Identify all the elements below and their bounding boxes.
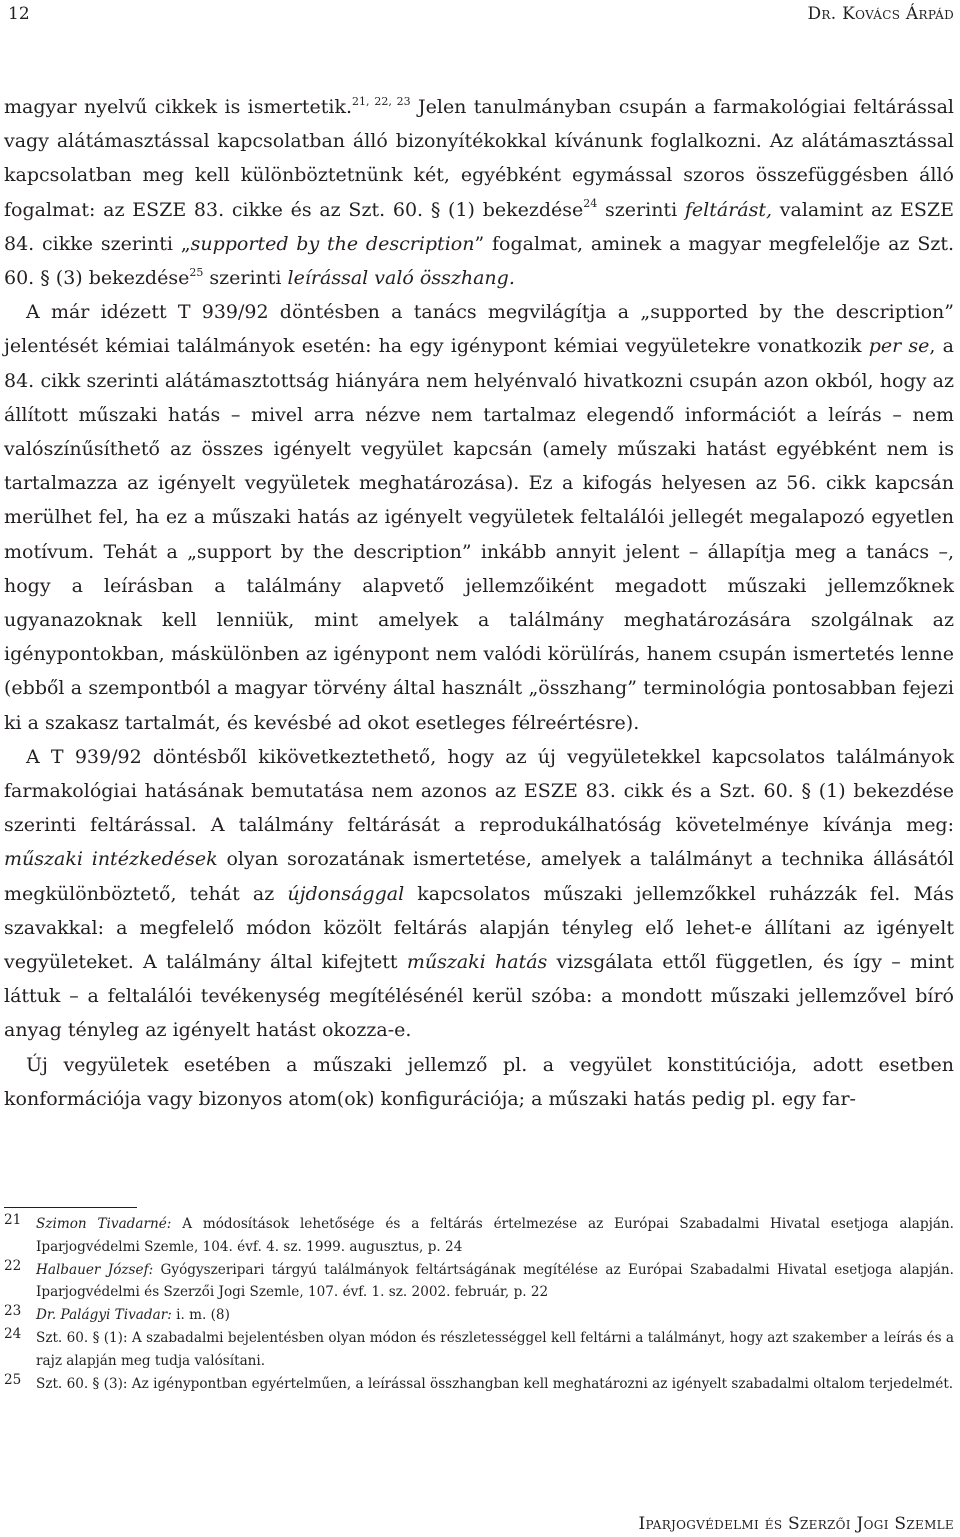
- italic-term: supported by the description: [190, 232, 475, 255]
- text-run: , a 84. cikk szerinti alátámasztottság hiányára nem helyénvaló hivatkozni csupán azon okból, hogy az állított műszaki hatás – mivel arra nézve nem tartalmaz elegendő információt a leírás – nem valószínűsíthető az összes igényelt vegyület kapcsán (amely műszaki hatást egyébként nem is tartalmazza az igényelt vegyületek meghatározása). Ez a kifogás helyesen az 56. cikk kapcsán merülhet fel, ha ez a műszaki hatás az igényelt vegyületek feltalálói jellegét megalapozó egyetlen motívum. Tehát a „support by the description” inkább annyit jelent – állapítja meg a tanács –, hogy a leírásban a találmány alapvető jellemzőiként megadott műszaki jellemzőknek ugyanazoknak kell lenniük, mint amelyek a találmány meghatározására szolgálnak az igénypontokban, máskülönben az igénypont nem valódi körülírás, hanem csupán ismertetés lenne (ebből a szempontból a magyar törvény által használt „összhang” terminológia pontosabban fejezi ki a szakasz tartalmát, és kevésbé ad okot esetleges félreértésre).: [4, 335, 954, 734]
- footnote-body: Szt. 60. § (1): A szabadalmi bejelentésben olyan módon és részletességgel kell feltárni a találmányt, hogy azt szakember a leírás és a rajz alapján meg tudja valósítani.: [36, 1329, 954, 1369]
- footnote-ref: 24: [583, 197, 598, 211]
- text-run: A T 939/92 döntésből kikövetkeztethető, hogy az új vegyületekkel kapcsolatos találmányok farmakológiai hatásának bemutatása nem azonos az ESZE 83. cikk és a Szt. 60. § (1) bekezdése szerinti feltárással. A találmány feltárását a reprodukálhatóság követelménye kívánja meg:: [4, 745, 954, 837]
- running-head-author: Dr. Kovács Árpád: [807, 4, 954, 24]
- footnote-number: 23: [4, 1303, 22, 1320]
- footnote-ref: 25: [189, 265, 204, 279]
- text-run: szerinti: [203, 267, 288, 290]
- text-run: valamint az ESZE 84. cikke szerinti „: [4, 198, 954, 255]
- text-run: A már idézett T 939/92 döntésben a tanács megvilágítja a „supported by the description” jelentését kémiai találmányok esetén: ha egy igénypont kémiai vegyületekre vonatkozik: [4, 301, 954, 358]
- text-run: Jelen tanulmányban csupán a farmakológiai feltárással vagy alátámasztással kapcsolatban álló bizonyítékokkal kívánunk foglalkozni. Az alátámasztással kapcsolatban meg kell különböztetnünk két, egyébként egymással szoros összefüggésben álló fogalmat: az ESZE 83. cikke és az Szt. 60. § (1) bekezdése: [4, 96, 954, 221]
- footnote-21: [4, 1213, 954, 1259]
- footnote-author: Halbauer József:: [36, 1261, 154, 1278]
- footnote-text: [36, 1259, 954, 1305]
- text-run: vizsgálata ettől független, és így – mint láttuk – a feltalálói tevékenység megítélésénél kerül szóba: a mondott műszaki jellemzővel bíró anyag tényleg az igényelt hatást okozza-e.: [4, 951, 955, 1042]
- footnote-number: 22: [4, 1257, 22, 1274]
- footnote-23: [4, 1304, 954, 1327]
- footnote-ref: 21, 22, 23: [352, 94, 411, 108]
- paragraph-1: [4, 90, 954, 295]
- footnote-text: [36, 1327, 954, 1373]
- paragraph-4: [4, 1048, 954, 1116]
- footnote-body: A módosítások lehetősége és a feltárás értelmezése az Európai Szabadalmi Hivatal esetjoga alapján. Iparjogvédelmi Szemle, 104. évf. 4. sz. 1999. augusztus, p. 24: [36, 1216, 954, 1255]
- footnote-22: [4, 1259, 954, 1305]
- page-number: 12: [8, 4, 30, 24]
- footnote-author: Dr. Palágyi Tivadar:: [36, 1307, 172, 1324]
- italic-term: műszaki intézkedések: [4, 848, 218, 871]
- footnote-author: Szimon Tivadarné:: [36, 1216, 172, 1232]
- footnote-number: 24: [4, 1325, 22, 1342]
- italic-term: per se: [868, 335, 930, 358]
- footnote-text: [36, 1213, 954, 1259]
- text-run: szerinti: [597, 198, 685, 221]
- text-run: Új vegyületek esetében a műszaki jellemző pl. a vegyület konstitúciója, adott esetben konformációja vagy bizonyos atom(ok) konfigurációja; a műszaki hatás pedig pl. egy far-: [4, 1053, 954, 1110]
- paragraph-3: [4, 740, 954, 1048]
- footnote-text: [36, 1304, 954, 1327]
- footnote-body: Gyógyszeripari tárgyú találmányok feltártságának megítélése az Európai Szabadalmi Hivatal esetjoga alapján. Iparjogvédelmi és Szerzői Jogi Szemle, 107. évf. 1. sz. 2002. február, p. 22: [36, 1261, 954, 1301]
- footnote-number: 25: [4, 1371, 22, 1388]
- running-foot-journal: Iparjogvédelmi és Szerzői Jogi Szemle: [638, 1514, 954, 1534]
- footnote-number: 21: [4, 1212, 22, 1228]
- paragraph-2: [4, 295, 954, 740]
- footnote-text: [36, 1373, 954, 1396]
- text-run: magyar nyelvű cikkek is ismertetik.: [4, 96, 353, 118]
- footnote-body: i. m. (8): [171, 1307, 230, 1324]
- text-run: kapcsolatos műszaki jellemzőkkel ruházzák fel. Más szavakkal: a megfelelő módon közölt feltárás alapján tényleg elő lehet-e állítani az igényelt vegyületeket. A találmány által kifejtett: [4, 882, 954, 974]
- article-body: [4, 90, 954, 1116]
- text-run: ” fogalmat, aminek a magyar megfelelője az Szt. 60. § (3) bekezdése: [4, 232, 955, 290]
- footnote-24: [4, 1327, 954, 1373]
- text-run: olyan sorozatának ismertetése, amelyek a találmányt a technika állásától megkülönböztető, tehát az: [4, 848, 954, 905]
- italic-term: leírással való összhang.: [287, 267, 515, 290]
- footnote-body: Szt. 60. § (3): Az igénypontban egyértelműen, a leírással összhangban kell meghatározni az igényelt szabadalmi oltalom terjedelmét.: [36, 1375, 954, 1392]
- italic-term: műszaki hatás: [406, 951, 548, 974]
- italic-term: feltárást,: [684, 198, 773, 221]
- footnote-divider: [4, 1207, 137, 1208]
- footnote-25: [4, 1373, 954, 1396]
- italic-term: újdonsággal: [287, 882, 405, 905]
- footnotes: [4, 1213, 954, 1395]
